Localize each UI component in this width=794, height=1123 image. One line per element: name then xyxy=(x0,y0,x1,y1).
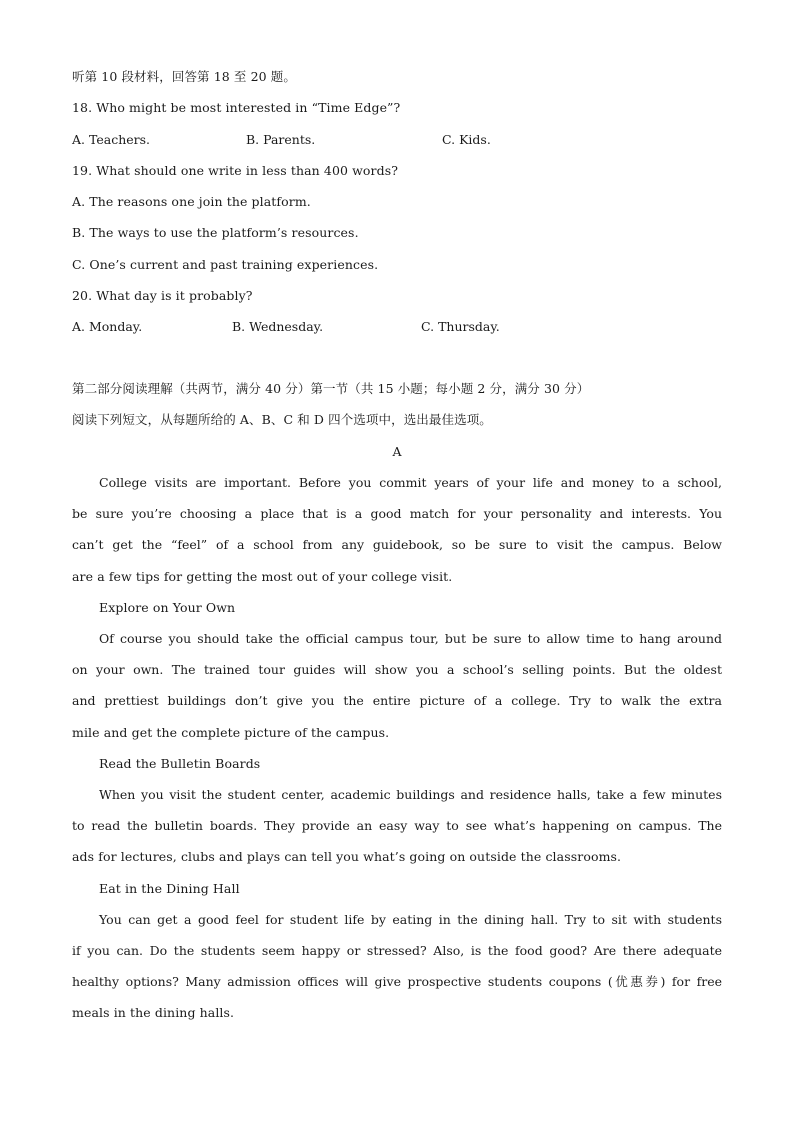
question-20-stem: 20. What day is it probably? xyxy=(72,288,253,303)
question-18-option-c: C. Kids. xyxy=(442,132,491,147)
question-19-option-a: A. The reasons one join the platform. xyxy=(72,194,311,209)
passage-intro-line: can’t get the “feel” of a school from any guidebook, so be sure to visit the campus. Below xyxy=(72,537,722,552)
question-20-option-b: B. Wednesday. xyxy=(232,319,324,334)
tip-2-title: Read the Bulletin Boards xyxy=(99,756,261,771)
tip-3-line: You can get a good feel for student life by eating in the dining hall. Try to sit with students xyxy=(99,912,722,927)
question-19-option-c: C. One’s current and past training experiences. xyxy=(72,257,379,272)
listening-section-header: 听第 10 段材料，回答第 18 至 20 题。 xyxy=(72,69,296,84)
tip-1-title: Explore on Your Own xyxy=(99,600,236,615)
tip-2-line: When you visit the student center, academic buildings and residence halls, take a few minutes xyxy=(99,787,722,802)
passage-intro-line: are a few tips for getting the most out of your college visit. xyxy=(72,569,453,584)
reading-instruction: 阅读下列短文，从每题所给的 A、B、C 和 D 四个选项中，选出最佳选项。 xyxy=(72,412,492,427)
question-18-option-a: A. Teachers. xyxy=(72,132,151,147)
tip-1-line: Of course you should take the official campus tour, but be sure to allow time to hang around xyxy=(99,631,722,646)
tip-3-line: healthy options? Many admission offices will give prospective students coupons (优惠券) for free xyxy=(72,974,722,989)
question-20-option-c: C. Thursday. xyxy=(421,319,500,334)
tip-1-line: and prettiest buildings don’t give you the entire picture of a college. Try to walk the extra xyxy=(72,693,722,708)
question-18-option-b: B. Parents. xyxy=(246,132,316,147)
tip-3-title: Eat in the Dining Hall xyxy=(99,881,240,896)
tip-1-line: on your own. The trained tour guides will show you a school’s selling points. But the oldest xyxy=(72,662,722,677)
passage-label: A xyxy=(392,444,402,459)
question-19-stem: 19. What should one write in less than 400 words? xyxy=(72,163,399,178)
passage-intro-line: be sure you’re choosing a place that is a good match for your personality and interests. You xyxy=(72,506,722,521)
tip-3-line: if you can. Do the students seem happy or stressed? Also, is the food good? Are there adequate xyxy=(72,943,722,958)
reading-section-header: 第二部分阅读理解（共两节，满分 40 分）第一节（共 15 小题；每小题 2 分，满分 30 分） xyxy=(72,381,590,396)
tip-1-line: mile and get the complete picture of the campus. xyxy=(72,725,390,740)
tip-2-line: ads for lectures, clubs and plays can tell you what’s going on outside the classrooms. xyxy=(72,849,622,864)
question-20-option-a: A. Monday. xyxy=(72,319,143,334)
tip-2-line: to read the bulletin boards. They provide an easy way to see what’s happening on campus. The xyxy=(72,818,722,833)
tip-3-line: meals in the dining halls. xyxy=(72,1005,235,1020)
question-18-stem: 18. Who might be most interested in “Time Edge”? xyxy=(72,100,401,115)
passage-intro-line: College visits are important. Before you commit years of your life and money to a school, xyxy=(99,475,722,490)
question-19-option-b: B. The ways to use the platform’s resources. xyxy=(72,225,359,240)
